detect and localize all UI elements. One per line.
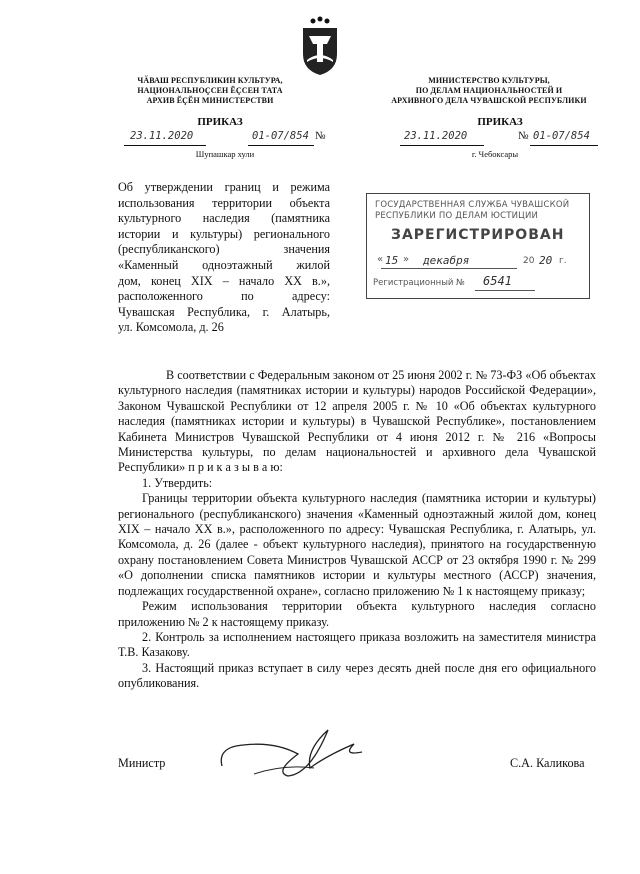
ministry-name-chuvash bbox=[100, 76, 320, 106]
stamp-year-suffix: 20 bbox=[539, 254, 553, 267]
header-right-line1: МИНИСТЕРСТВО КУЛЬТУРЫ, bbox=[428, 76, 550, 85]
header-right-line3: АРХИВНОГО ДЕЛА ЧУВАШСКОЙ РЕСПУБЛИКИ bbox=[391, 96, 587, 105]
order-date-left-underline bbox=[124, 145, 206, 146]
header-right-line2: ПО ДЕЛАМ НАЦИОНАЛЬНОСТЕЙ И bbox=[415, 86, 563, 95]
order-number-right-underline bbox=[530, 145, 598, 146]
stamp-registered: ЗАРЕГИСТРИРОВАН bbox=[391, 227, 565, 243]
handwritten-signature bbox=[214, 716, 384, 782]
header-left-line2: НАЦИОНАЛЬНОҪСЕН ӖҪСЕН ТАТА bbox=[137, 86, 283, 95]
stamp-date-row: « 15 » декабря 20 20 г. bbox=[377, 254, 567, 267]
subject-line: Чувашская Республика, г. Алатырь, bbox=[118, 304, 330, 319]
stamp-year-prefix: 20 bbox=[523, 256, 535, 266]
stamp-line2: РЕСПУБЛИКИ ПО ДЕЛАМ ЮСТИЦИИ bbox=[375, 211, 539, 221]
item-1b: Режим использования территории объекта культурного наследия согласно приложению № 2 к настоящему приказу. bbox=[118, 599, 596, 629]
number-sign-right: № bbox=[518, 130, 529, 142]
header-left-line1: ЧӐВАШ РЕСПУБЛИКИН КУЛЬТУРА, bbox=[137, 76, 283, 85]
subject-line: культурного наследия (памятника bbox=[118, 211, 330, 226]
subject-line: расположенного по адресу: bbox=[118, 289, 330, 304]
intro-paragraph: В соответствии с Федеральным законом от 25 июня 2002 г. № 73-ФЗ «Об объектах культурного наследия (памятниках истории и культуры) народов Российской Федерации», Законом Чувашской Республики от 12 апреля 2005 г. № 10 «Об объектах культурного наследия (памятниках истории и культуры) в Чувашской Республике», постановлением Кабинета Министров Чувашской Республики от 4 июня 2012 г. № 216 «Вопросы Министерства культуры, по делам национальностей и архивного дела Чувашской Республики» п р и к а з ы в а ю: bbox=[118, 368, 596, 475]
subject-line: ул. Комсомола, д. 26 bbox=[118, 320, 224, 335]
registration-stamp bbox=[366, 193, 590, 299]
order-number-left-underline bbox=[248, 145, 314, 146]
order-date-right-underline bbox=[400, 145, 484, 146]
subject-line: (республиканского) значения bbox=[118, 242, 330, 257]
subject-line: истории и культуры) регионального bbox=[118, 226, 330, 241]
header-left-line3: АРХИВ ӖҪӖН МИНИСТЕРСТВИ bbox=[146, 96, 274, 105]
ministry-name-russian bbox=[378, 76, 600, 106]
item-1: 1. Утвердить: bbox=[142, 475, 213, 490]
stamp-day: 15 bbox=[385, 254, 399, 267]
subject-line: Об утверждении границ и режима bbox=[118, 180, 330, 194]
item-3: 3. Настоящий приказ вступает в силу через десять дней после дня его официального опубликования. bbox=[118, 660, 596, 691]
order-number-left: 01-07/854 bbox=[252, 130, 309, 142]
order-number-right: 01-07/854 bbox=[533, 130, 590, 142]
stamp-reg-label: Регистрационный № bbox=[373, 278, 465, 288]
order-date-right: 23.11.2020 bbox=[404, 130, 468, 142]
subject-line: дом, конец XIX – начало XX в.», bbox=[118, 273, 330, 288]
order-date-left: 23.11.2020 bbox=[130, 130, 194, 142]
stamp-year-end: г. bbox=[559, 256, 567, 266]
signatory-position: Министр bbox=[118, 756, 166, 770]
subject-line: «Каменный одноэтажный жилой bbox=[118, 257, 330, 272]
stamp-reg-number: 6541 bbox=[483, 274, 512, 288]
place-left: Шупашкар хули bbox=[195, 149, 255, 159]
stamp-month: декабря bbox=[423, 254, 470, 267]
item-2: 2. Контроль за исполнением настоящего приказа возложить на заместителя министра Т.В. Казакову. bbox=[118, 629, 596, 660]
item-1a: Границы территории объекта культурного наследия (памятника истории и культуры) регионального (республиканского) значения «Каменный одноэтажный жилой дом, конец XIX – начало XX в.», расположенного по адресу: Чувашская Республика, г. Алатырь, ул. Комсомола, д. 26 (далее - объект культурного наследия), принятого на государственную охрану постановлением Совета Министров Чувашской АССР от 23 октября 1990 г. № 299 «О дополнении списка памятников истории и культуры местного (АССР) значения, подлежащих государственной охране», согласно приложению № 1 к настоящему приказу; bbox=[118, 491, 596, 598]
chuvash-republic-emblem-icon bbox=[297, 14, 343, 76]
signatory-name: С.А. Каликова bbox=[510, 756, 585, 770]
subject-line: использования территории объекта bbox=[118, 195, 330, 210]
place-right: г. Чебоксары bbox=[471, 149, 519, 159]
order-subject bbox=[118, 180, 330, 336]
order-body bbox=[118, 368, 596, 692]
order-title-right: ПРИКАЗ bbox=[477, 116, 523, 128]
stamp-line1: ГОСУДАРСТВЕННАЯ СЛУЖБА ЧУВАШСКОЙ bbox=[375, 200, 570, 210]
number-sign-left: № bbox=[315, 130, 326, 142]
order-title-left: ПРИКАЗ bbox=[197, 116, 243, 128]
